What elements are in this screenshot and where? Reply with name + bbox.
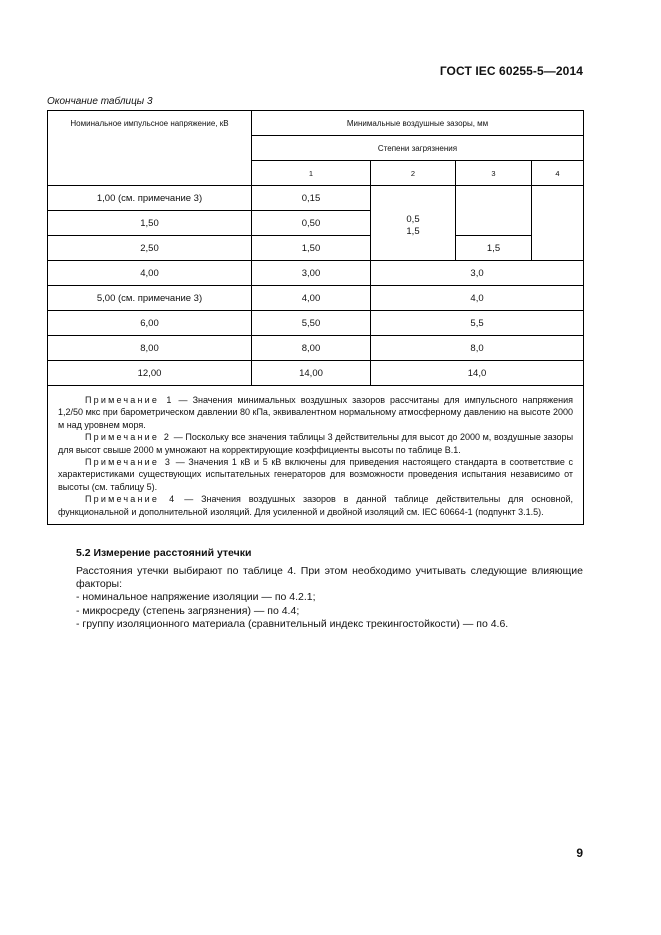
note-text: — Поскольку все значения таблицы 3 действительны для высот до 2000 м, воздушные зазоры для высот свыше 2000 м умножают на корректирующие коэффициенты высоты по таблице В.1. <box>58 432 574 455</box>
cell-voltage: 12,00 <box>48 361 252 386</box>
table-row <box>48 311 584 336</box>
list-item: - группу изоляционного материала (сравнительный индекс трекингостойкости) — по 4.6. <box>76 618 509 630</box>
note-label: Примечание 1 <box>85 395 174 405</box>
note-label: Примечание 3 <box>85 457 173 468</box>
cell-degree-1: 14,00 <box>252 361 371 386</box>
cell-degree-2-4: 14,0 <box>371 361 584 386</box>
cell-degree-1: 3,00 <box>252 261 371 286</box>
note-4 <box>58 493 573 518</box>
cell-degree-1: 0,50 <box>252 211 371 236</box>
cell-degree-1: 1,50 <box>252 236 371 261</box>
note-text: — Значения минимальных воздушных зазоров рассчитаны для импульсного напряжения 1,2/50 мкс при барометрическом давлении 80 кПа, эквивалентном нормальному атмосферному давлению на высоте 2000 м над уровнем моря. <box>58 395 574 430</box>
list-item: - номинальное напряжение изоляции — по 4.2.1; <box>76 591 316 603</box>
cell-empty <box>532 186 584 261</box>
table-row <box>48 236 584 261</box>
factor-list <box>76 591 583 632</box>
note-1 <box>58 394 573 431</box>
cell-degree-1: 4,00 <box>252 286 371 311</box>
note-label: Примечание 2 <box>85 432 172 443</box>
section-title: 5.2 Измерение расстояний утечки <box>76 547 252 559</box>
cell-degree-1: 5,50 <box>252 311 371 336</box>
cell-empty <box>456 186 532 236</box>
note-text: — Значения воздушных зазоров в данной таблице действительны для основной, функциональной и дополнительной изоляций. Для усиленной и двойной изоляций см. IEC 60664-1 (подпункт 3.1.5). <box>58 494 574 517</box>
header-degree-4: 4 <box>532 161 584 186</box>
note-text: — Значения 1 кВ и 5 кВ включены для приведения настоящего стандарта в соответствие с характеристиками существующих испытательных генераторов для возможности проведения испытания независимо от высоты (см. таблицу 5). <box>58 457 574 492</box>
header-degree-1: 1 <box>252 161 371 186</box>
table-row <box>48 186 584 211</box>
table-row <box>48 336 584 361</box>
paragraph-text: Расстояния утечки выбирают по таблице 4. При этом необходимо учитывать следующие влияющие факторы: <box>76 565 583 590</box>
table-notes <box>48 386 584 525</box>
note-3 <box>58 456 573 493</box>
cell-degree-2-4: 5,5 <box>371 311 584 336</box>
page-number: 9 <box>576 846 583 860</box>
cell-degree-2-4: 4,0 <box>371 286 584 311</box>
cell-voltage: 2,50 <box>48 236 252 261</box>
cell-voltage: 6,00 <box>48 311 252 336</box>
cell-degree-2-4: 8,0 <box>371 336 584 361</box>
cell-degree-2: 0,5 1,5 <box>371 211 456 261</box>
header-clearances: Минимальные воздушные зазоры, мм <box>252 111 584 136</box>
table-caption: Окончание таблицы 3 <box>47 96 153 107</box>
cell-voltage: 8,00 <box>48 336 252 361</box>
cell-voltage: 5,00 (см. примечание 3) <box>48 286 252 311</box>
cell-degree-2-4: 3,0 <box>371 261 584 286</box>
table-row <box>48 361 584 386</box>
table-row <box>48 286 584 311</box>
note-2 <box>58 431 573 456</box>
cell-degree-3: 1,5 <box>456 236 532 261</box>
cell-empty <box>371 186 456 211</box>
header-pollution: Степени загрязнения <box>252 136 584 161</box>
standard-header: ГОСТ IEC 60255-5—2014 <box>439 64 583 78</box>
cell-voltage: 4,00 <box>48 261 252 286</box>
table-row <box>48 261 584 286</box>
section-paragraph <box>76 565 583 591</box>
cell-voltage: 1,50 <box>48 211 252 236</box>
clearance-table <box>47 110 584 525</box>
header-degree-3: 3 <box>456 161 532 186</box>
cell-voltage: 1,00 (см. примечание 3) <box>48 186 252 211</box>
header-degree-2: 2 <box>371 161 456 186</box>
note-label: Примечание 4 <box>85 494 177 505</box>
cell-degree-1: 8,00 <box>252 336 371 361</box>
cell-degree-1: 0,15 <box>252 186 371 211</box>
list-item: - микросреду (степень загрязнения) — по 4.4; <box>76 604 300 617</box>
header-voltage: Номинальное импульсное напряжение, кВ <box>48 111 252 186</box>
